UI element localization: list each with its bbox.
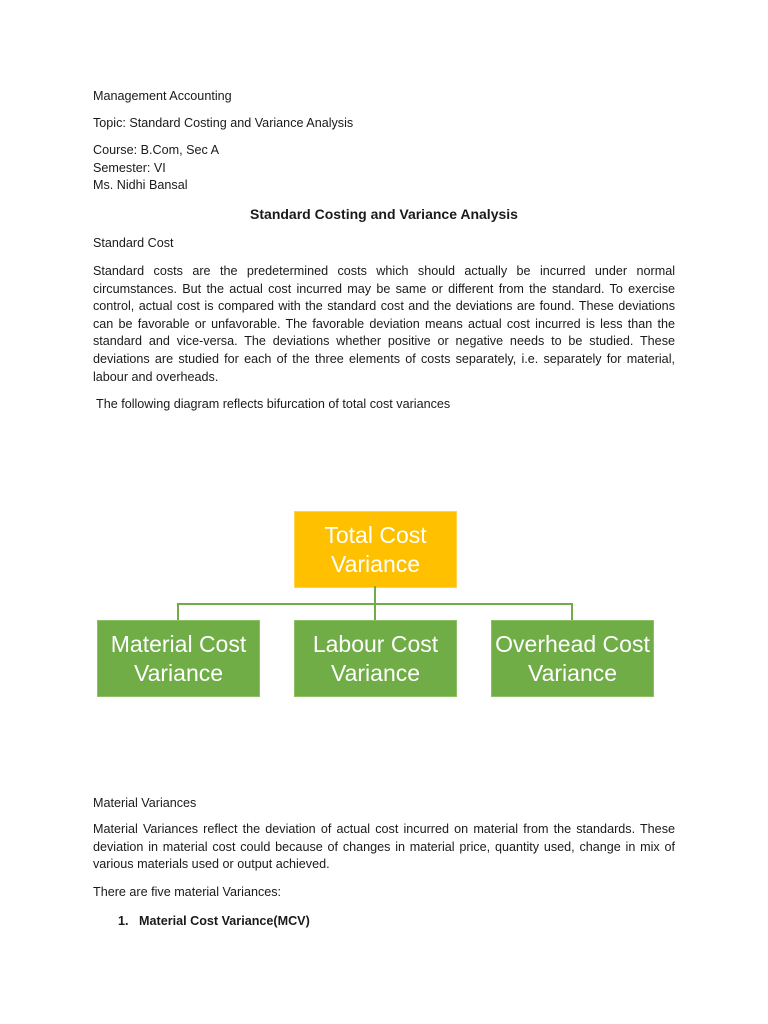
diagram-root-label: Total Cost Variance [324, 521, 427, 577]
diagram-child-label: Labour Cost Variance [312, 630, 439, 686]
connector-right [571, 603, 573, 620]
diagram-child-material [97, 620, 260, 697]
connector-vertical-root [374, 586, 376, 604]
connector-middle [374, 603, 376, 620]
diagram-child-label: Overhead Cost Variance [495, 630, 650, 686]
standard-cost-paragraph: Standard costs are the predetermined costs which should actually be incurred under normal circumstances. But the actual cost incurred may be same or different from the standard. To exercise control, actual cost is compared with the standard cost and the deviations are found. These deviations can be favorable or unfavorable. The favorable deviation means actual cost incurred is less than the standard and vice-versa. The deviations whether positive or negative needs to be studied. These deviations are studied for each of the three elements of costs separately, i.e. separately for material, labour and overheads. [93, 264, 675, 384]
standard-cost-heading: Standard Cost [93, 236, 174, 250]
diagram-child-overhead [491, 620, 654, 697]
diagram-child-label: Material Cost Variance [110, 630, 247, 686]
diagram-intro: The following diagram reflects bifurcation of total cost variances [96, 397, 451, 411]
semester-line: Semester: VI [93, 161, 166, 175]
subject-line: Management Accounting [93, 89, 232, 103]
instructor-line: Ms. Nidhi Bansal [93, 178, 188, 192]
material-variances-heading: Material Variances [93, 796, 197, 810]
list-item [93, 913, 310, 930]
diagram-child-labour [294, 620, 457, 697]
list-item-number: 1. [118, 914, 129, 928]
connector-left [177, 603, 179, 620]
list-intro: There are five material Variances: [93, 885, 282, 899]
diagram-root-total-cost-variance [294, 511, 457, 588]
list-item-text: Material Cost Variance(MCV) [139, 914, 310, 928]
material-variances-paragraph: Material Variances reflect the deviation of actual cost incurred on material from the standards. These deviation in material cost could because of changes in material price, quantity used, change in mix of various materials used or output achieved. [93, 822, 675, 872]
main-title: Standard Costing and Variance Analysis [250, 206, 518, 222]
course-line: Course: B.Com, Sec A [93, 143, 219, 157]
topic-line: Topic: Standard Costing and Variance Analysis [93, 116, 354, 130]
